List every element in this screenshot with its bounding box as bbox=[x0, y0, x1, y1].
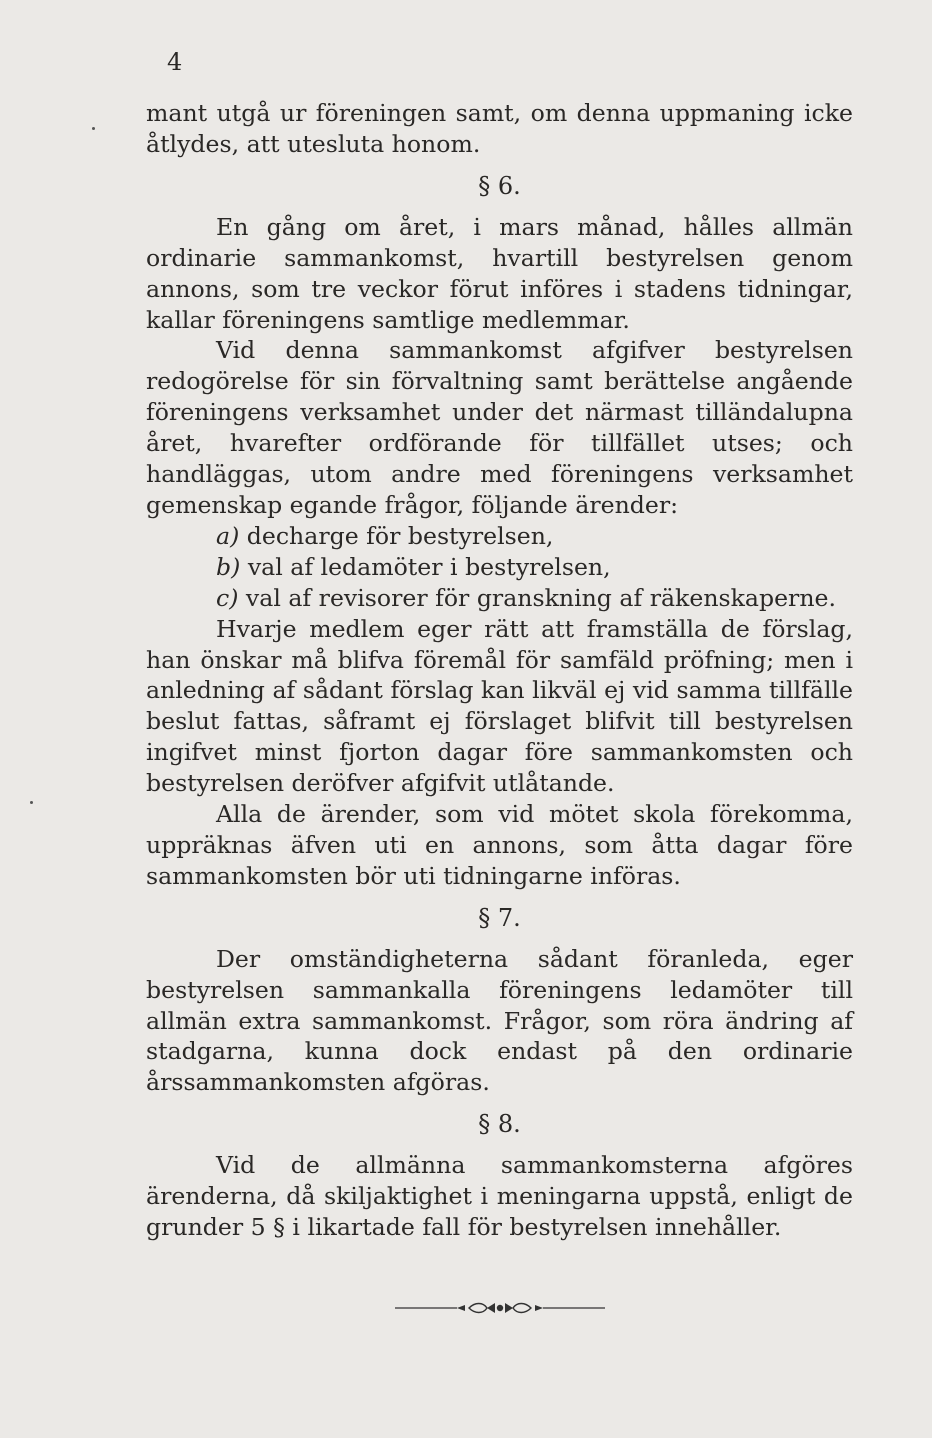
paragraph: Alla de ärender, som vid mötet skola förekomma, uppräknas äfven uti en annons, som åtta dagar före sammankomsten bör uti tidningarne införas. bbox=[146, 800, 853, 890]
paper-speck bbox=[92, 127, 95, 130]
body-text bbox=[146, 98, 853, 1243]
list-marker: b) bbox=[216, 552, 241, 581]
paragraph-intro: mant utgå ur föreningen samt, om denna uppmaning icke åtlydes, att utesluta honom. bbox=[146, 99, 853, 158]
paragraph: Vid de allmänna sammankomsterna afgöres ärenderna, då skiljaktighet i meningarna uppstå, enligt de grunder 5 § i likartade fall för bestyrelsen innehåller. bbox=[146, 1151, 853, 1242]
paragraph: En gång om året, i mars månad, hålles allmän ordinarie sammankomst, hvartill bestyrelsen genom annons, som tre veckor förut införes i stadens tidningar, kallar föreningens samtlige medlemmar. bbox=[146, 212, 853, 334]
list-item-c bbox=[146, 583, 853, 614]
paper-speck bbox=[30, 801, 33, 804]
paragraph: Vid denna sammankomst afgifver bestyrelsen redogörelse för sin förvaltning samt berättelse angående föreningens verksamhet under det närmast tilländalupna året, hvarefter ordförande för tillfället utses; och handläggas, utom andre med föreningens verksamhet gemenskap egande frågor, följande ärender: bbox=[146, 336, 853, 519]
list-item-a bbox=[146, 521, 853, 552]
section-heading-6: § 6. bbox=[478, 171, 521, 200]
section-heading-7: § 7. bbox=[478, 903, 521, 932]
paragraph: Hvarje medlem eger rätt att framställa de förslag, han önskar må blifva föremål för samfäld pröfning; men i anledning af sådant förslag kan likväl ej vid samma tillfälle beslut fattas, såframt ej förslaget blifvit till bestyrelsen ingifvet minst fjorton dagar före sammankomsten och bestyrelsen deröfver afgifvit utlåtande. bbox=[146, 614, 853, 798]
list-item-text: decharge för bestyrelsen, bbox=[246, 521, 554, 550]
list-item-b bbox=[146, 552, 853, 583]
paragraph: Der omständigheterna sådant föranleda, eger bestyrelsen sammankalla föreningens ledamöter till allmän extra sammankomst. Frågor, som röra ändring af stadgarna, kunna dock endast på den ordinarie årssammankomsten afgöras. bbox=[146, 944, 853, 1097]
list-marker: c) bbox=[216, 583, 239, 612]
section-heading-8: § 8. bbox=[478, 1110, 521, 1139]
page-number: 4 bbox=[167, 48, 183, 76]
list-item-text: val af revisorer för granskning af räkenskaperne. bbox=[245, 583, 836, 612]
divider-ornament-icon bbox=[395, 1300, 605, 1316]
list-marker: a) bbox=[216, 521, 240, 550]
list-item-text: val af ledamöter i bestyrelsen, bbox=[247, 552, 611, 581]
